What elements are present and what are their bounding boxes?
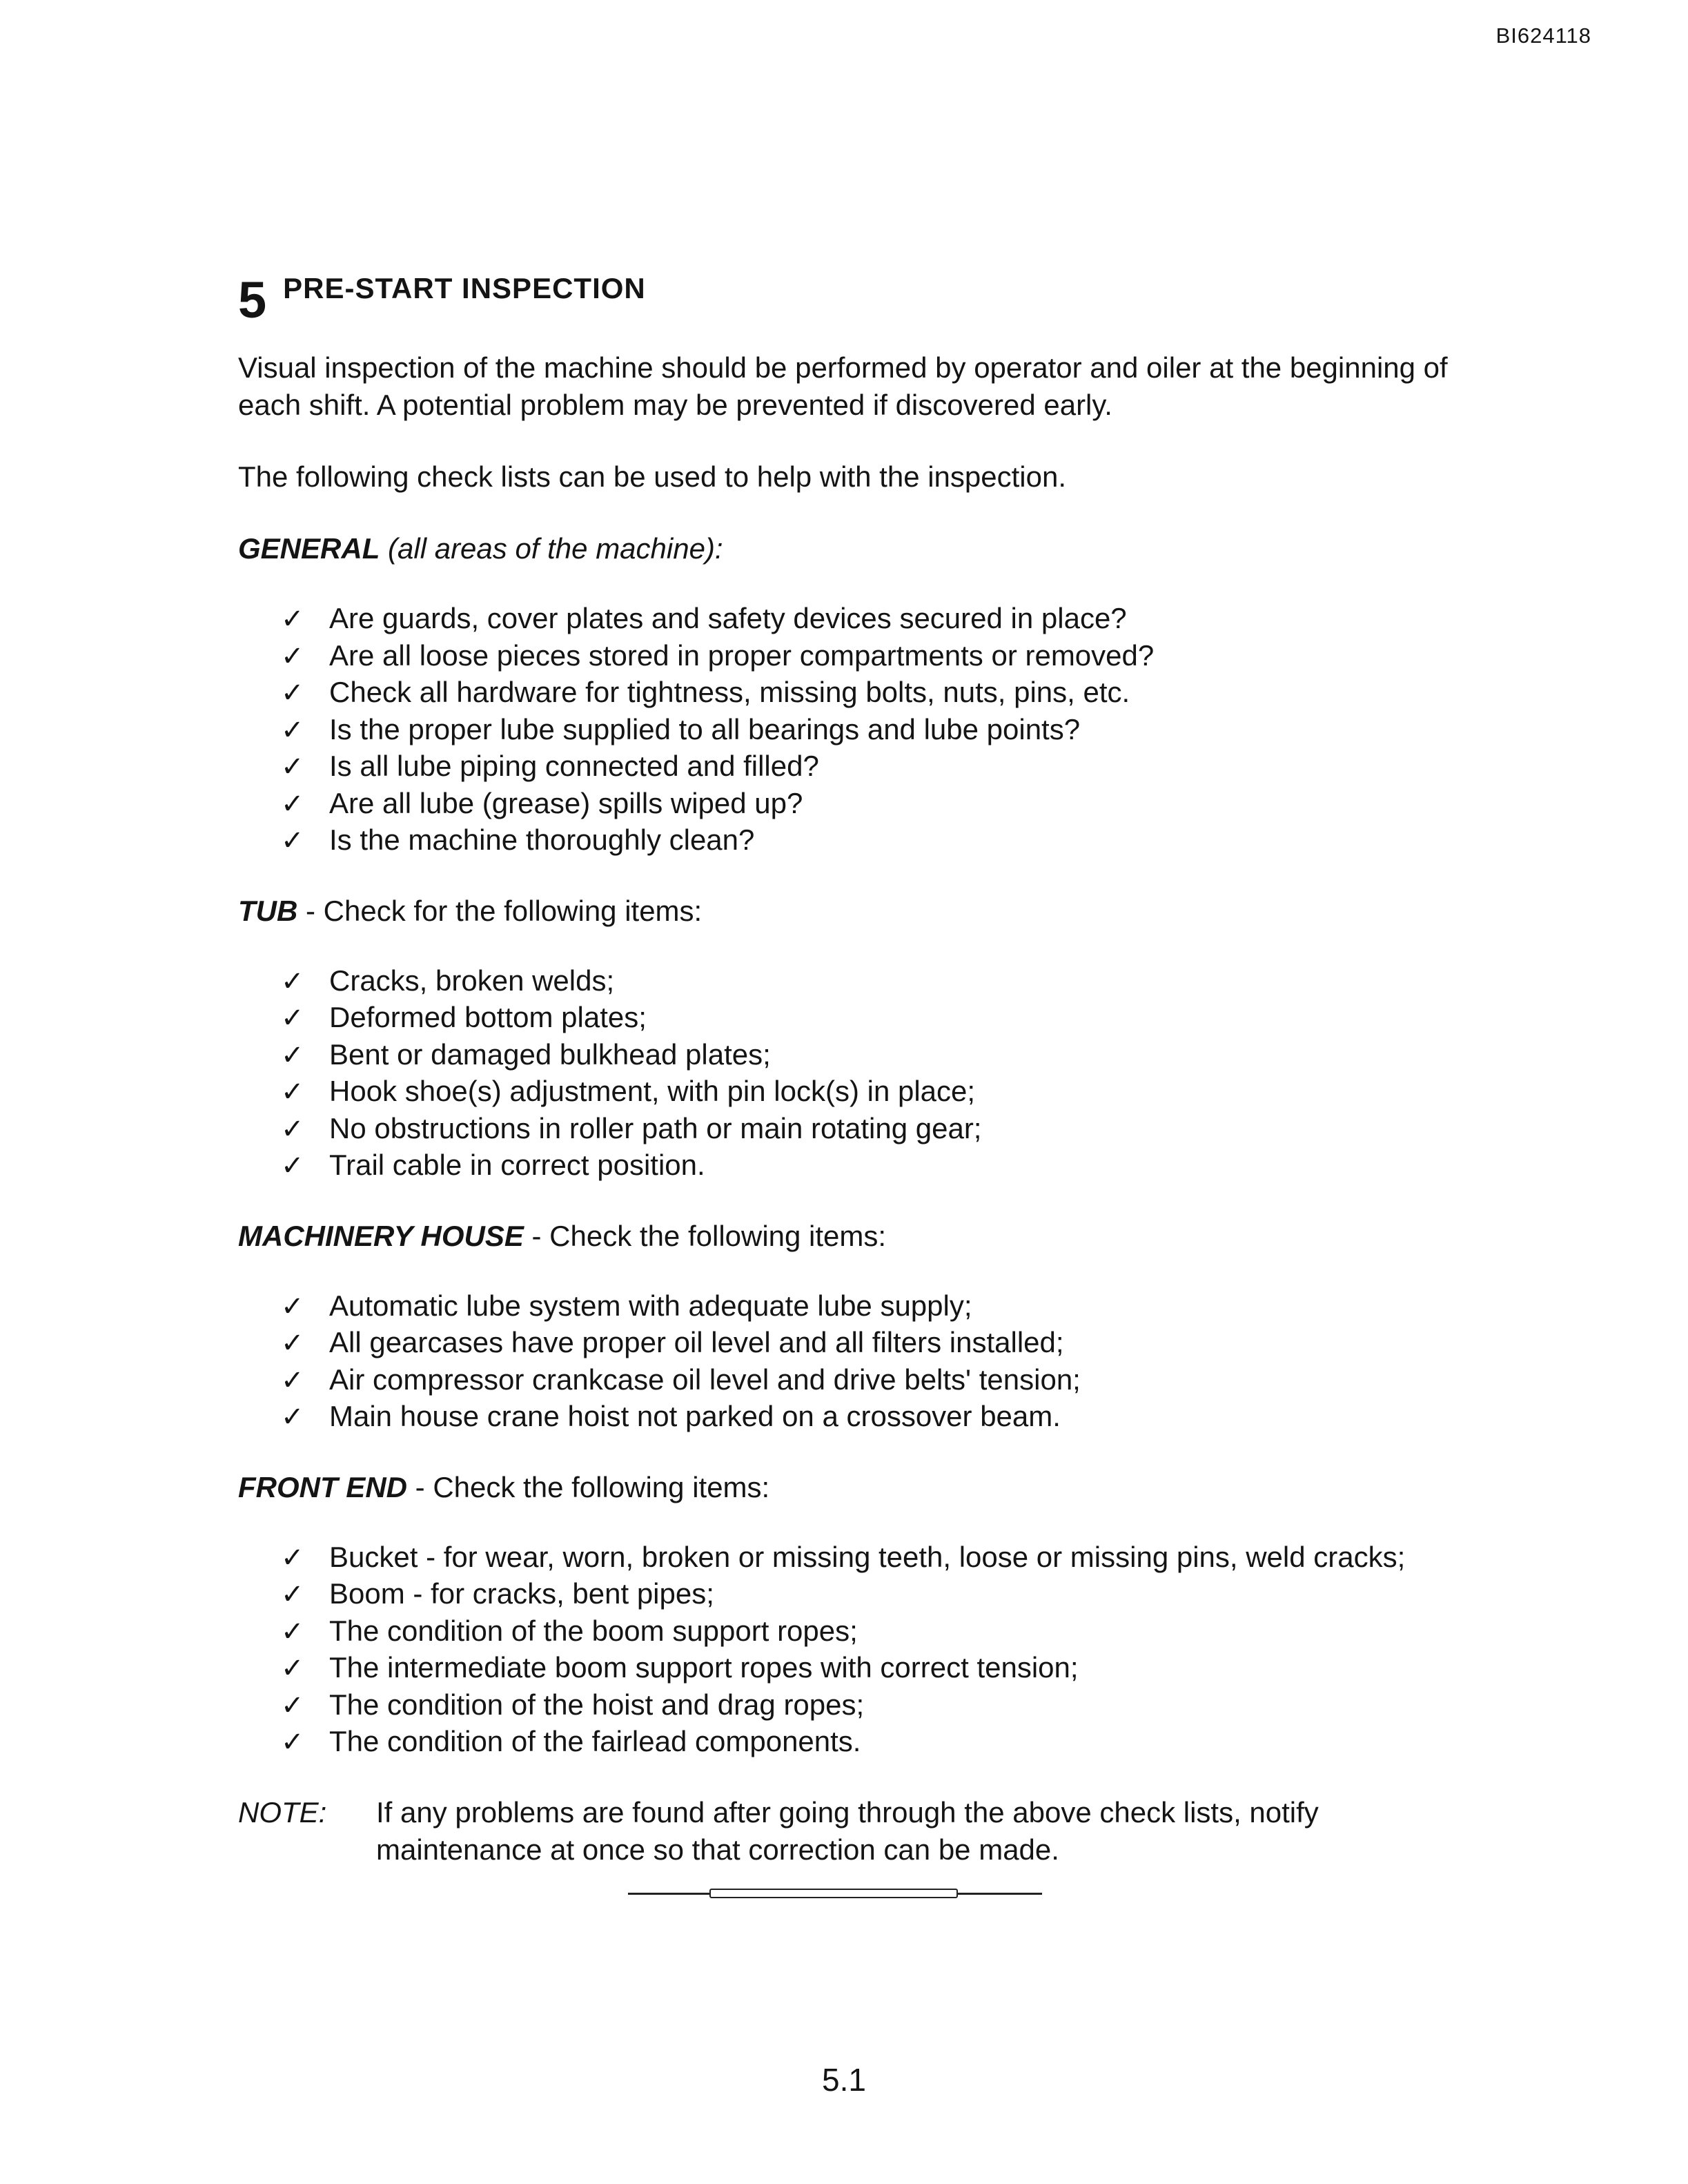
note-text: If any problems are found after going through the above check lists, notify maintenance at once so that correction can be made.	[376, 1795, 1319, 1866]
checklist-item-text: Main house crane hoist not parked on a crossover beam.	[329, 1400, 1061, 1432]
checklist-item-text: Trail cable in correct position.	[329, 1149, 705, 1181]
page-number: 5.1	[822, 2062, 866, 2098]
checkmark-icon: ✓	[281, 965, 304, 997]
checklist-item	[281, 1613, 1453, 1650]
checklist-item	[281, 786, 1453, 823]
section-subtitle-tub: - Check for the following items:	[297, 894, 703, 927]
checklist-item-text: The intermediate boom support ropes with correct tension;	[329, 1651, 1079, 1684]
section-heading-machinery-house	[238, 1218, 1453, 1255]
checklist-item-text: The condition of the boom support ropes;	[329, 1614, 858, 1647]
checklist-item-text: Are all loose pieces stored in proper compartments or removed?	[329, 638, 1155, 672]
checklist-item	[281, 674, 1453, 712]
checkmark-icon: ✓	[281, 1290, 304, 1323]
checklist-item-text: The condition of the fairlead components.	[329, 1725, 861, 1757]
section-title-front-end: FRONT END	[238, 1470, 407, 1503]
divider-bar	[709, 1889, 958, 1898]
checkmark-icon: ✓	[281, 1113, 304, 1145]
checkmark-icon: ✓	[281, 1726, 304, 1758]
checkmark-icon: ✓	[281, 751, 304, 783]
checkmark-icon: ✓	[281, 677, 304, 709]
checkmark-icon: ✓	[281, 1039, 304, 1071]
checklist-item	[281, 1325, 1453, 1362]
checkmark-icon: ✓	[281, 1541, 304, 1574]
checklist-item	[281, 601, 1453, 638]
chapter-heading	[238, 271, 646, 329]
checklist-item	[281, 1037, 1453, 1074]
checkmark-icon: ✓	[281, 640, 304, 672]
checklist-item-text: The condition of the hoist and drag ropes;	[329, 1688, 865, 1721]
checklist-item-text: All gearcases have proper oil level and all filters installed;	[329, 1326, 1064, 1358]
checklist-item-text: Is all lube piping connected and filled?	[329, 750, 819, 782]
checklist-item	[281, 963, 1453, 1000]
checklist-item-text: Is the proper lube supplied to all bearings and lube points?	[329, 712, 1081, 745]
checklist-item-text: Cracks, broken welds;	[329, 964, 615, 997]
section-title-tub: TUB	[238, 894, 298, 927]
checklist-item-text: Automatic lube system with adequate lube supply;	[329, 1289, 972, 1322]
checklist-item	[281, 1000, 1453, 1037]
checklist-item	[281, 822, 1453, 859]
checkmark-icon: ✓	[281, 1579, 304, 1610]
section-subtitle-machinery-house: - Check the following items:	[523, 1219, 887, 1252]
checklist-item	[281, 712, 1453, 749]
section-title-machinery-house: MACHINERY HOUSE	[238, 1219, 524, 1252]
section-title-general: GENERAL	[238, 532, 380, 565]
checklist-item	[281, 1362, 1453, 1399]
chapter-number: 5	[238, 271, 267, 329]
checklist-item-text: Check all hardware for tightness, missing bolts, nuts, pins, etc.	[329, 676, 1130, 708]
checklist-item-text: Deformed bottom plates;	[329, 1001, 647, 1033]
checkmark-icon: ✓	[281, 1327, 304, 1359]
checkmark-icon: ✓	[281, 1689, 304, 1722]
checklist-item-text: Bucket - for wear, worn, broken or missing teeth, loose or missing pins, weld cracks;	[329, 1540, 1406, 1573]
chapter-title: PRE-START INSPECTION	[283, 272, 646, 304]
document-id: BI624118	[1495, 23, 1591, 48]
section-heading-front-end	[238, 1469, 1453, 1506]
intro-paragraph: Visual inspection of the machine should be performed by operator and oiler at the beginning of each shift. A potential problem may be prevented if discovered early.	[238, 351, 1448, 421]
checklist-item-text: Are all lube (grease) spills wiped up?	[329, 786, 803, 819]
checklist-item-text: Air compressor crankcase oil level and drive belts' tension;	[329, 1363, 1081, 1396]
checklist-item-text: Is the machine thoroughly clean?	[329, 823, 755, 856]
section-subtitle-front-end: - Check the following items:	[407, 1470, 770, 1503]
lead-paragraph: The following check lists can be used to help with the inspection.	[238, 460, 1067, 493]
page-content	[238, 349, 1453, 1869]
section-end-divider	[628, 1887, 1042, 1901]
checklist-item	[281, 1724, 1453, 1761]
note-block	[238, 1794, 1453, 1869]
section-heading-tub	[238, 893, 1453, 930]
checklist-item	[281, 1539, 1453, 1577]
checkmark-icon: ✓	[281, 788, 304, 820]
checkmark-icon: ✓	[281, 1002, 304, 1034]
checkmark-icon: ✓	[281, 1364, 304, 1396]
checklist-item-text: Boom - for cracks, bent pipes;	[329, 1577, 714, 1610]
note-label: NOTE:	[238, 1795, 327, 1829]
checkmark-icon: ✓	[281, 1150, 304, 1182]
checklist-item-text: Hook shoe(s) adjustment, with pin lock(s) in place;	[329, 1075, 976, 1107]
checklist-general	[238, 601, 1453, 859]
checklist-item-text: Bent or damaged bulkhead plates;	[329, 1037, 771, 1071]
section-heading-general	[238, 530, 1453, 567]
checkmark-icon: ✓	[281, 1401, 304, 1433]
checkmark-icon: ✓	[281, 1076, 304, 1108]
checklist-item-text: Are guards, cover plates and safety devices secured in place?	[329, 602, 1127, 634]
checklist-item	[281, 1073, 1453, 1111]
checklist-item	[281, 1111, 1453, 1148]
section-subtitle-general: (all areas of the machine):	[388, 532, 723, 565]
checklist-item	[281, 748, 1453, 786]
checkmark-icon: ✓	[281, 603, 304, 635]
checklist-item	[281, 1147, 1453, 1184]
checklist-item	[281, 1687, 1453, 1724]
checklist-item	[281, 638, 1453, 675]
checklist-item	[281, 1576, 1453, 1613]
checklist-front-end	[238, 1539, 1453, 1761]
checklist-tub	[238, 963, 1453, 1184]
checkmark-icon: ✓	[281, 714, 304, 746]
checkmark-icon: ✓	[281, 825, 304, 857]
checkmark-icon: ✓	[281, 1615, 304, 1648]
checklist-machinery-house	[238, 1288, 1453, 1436]
checklist-item-text: No obstructions in roller path or main rotating gear;	[329, 1111, 982, 1144]
checkmark-icon: ✓	[281, 1652, 304, 1684]
checklist-item	[281, 1398, 1453, 1436]
checklist-item	[281, 1288, 1453, 1325]
checklist-item	[281, 1650, 1453, 1687]
